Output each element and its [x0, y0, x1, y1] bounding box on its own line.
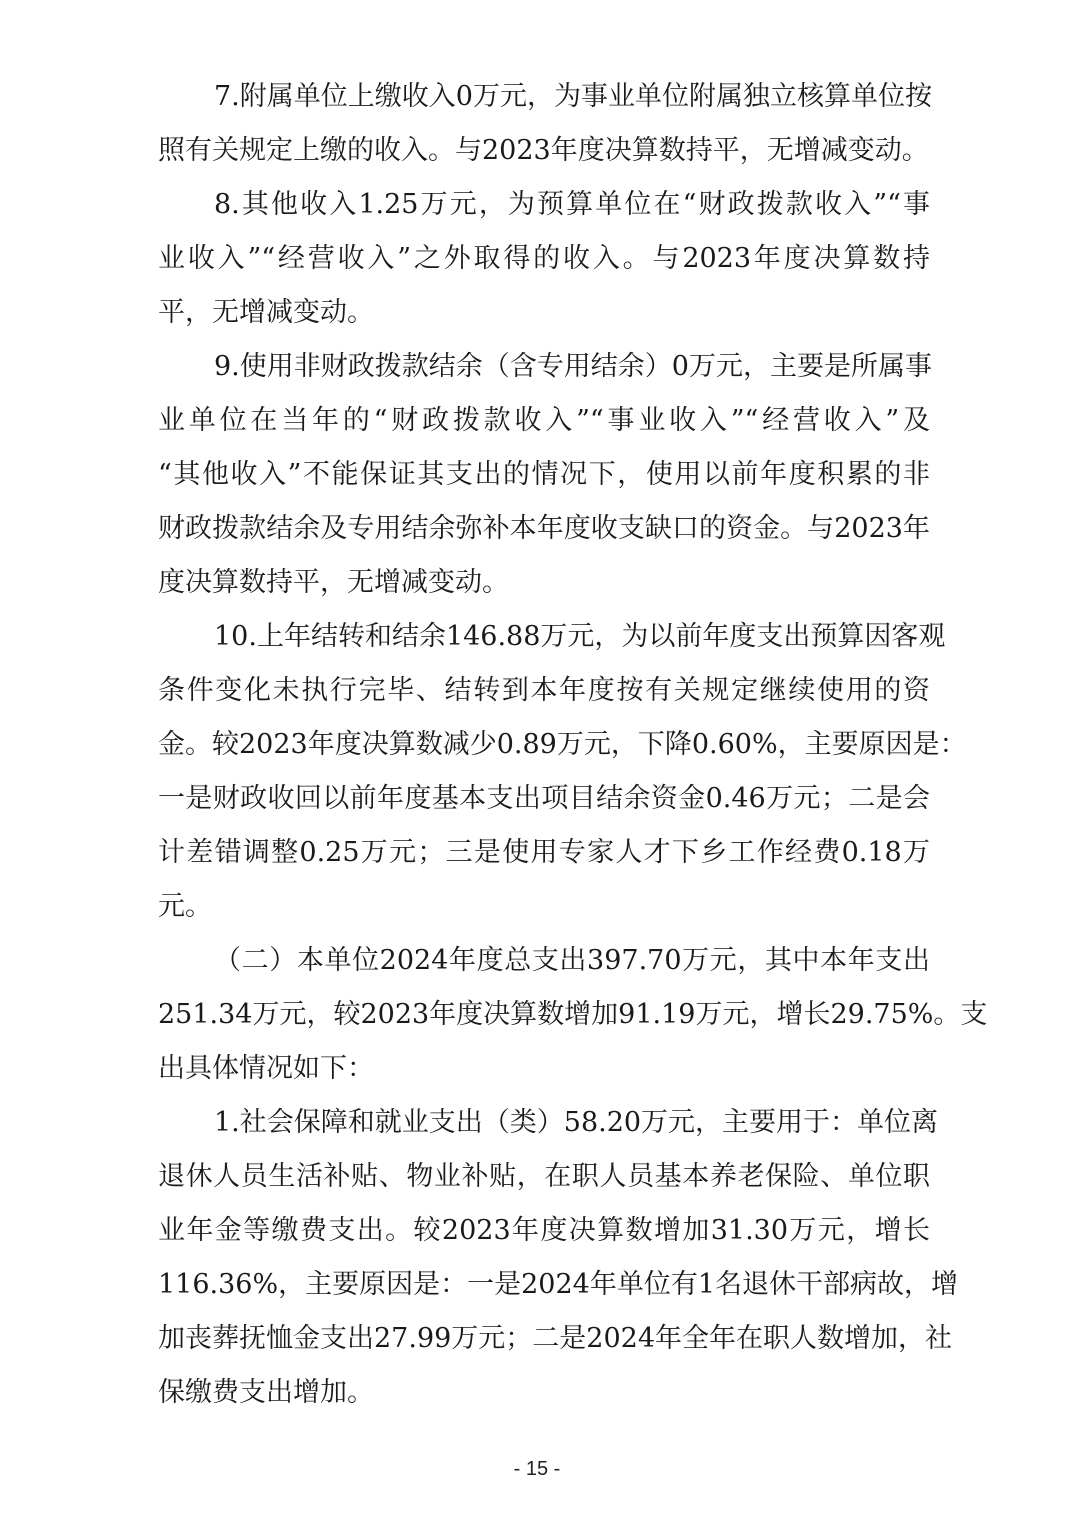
- paragraph-line: 1.社会保障和就业支出（类）58.20万元，主要用于：单位离: [214, 1107, 939, 1138]
- paragraph-line: 加丧葬抚恤金支出27.99万元；二是2024年全年在职人数增加，社: [158, 1323, 953, 1354]
- paragraph-line: 照有关规定上缴的收入。与2023年度决算数持平，无增减变动。: [158, 135, 929, 166]
- paragraph-line: “其他收入”不能保证其支出的情况下，使用以前年度积累的非: [158, 459, 930, 490]
- paragraph-line: 条件变化未执行完毕、结转到本年度按有关规定继续使用的资: [158, 675, 930, 706]
- paragraph-line: 251.34万元，较2023年度决算数增加91.19万元，增长29.75%。支: [158, 999, 988, 1030]
- paragraph-line: 9.使用非财政拨款结余（含专用结余）0万元，主要是所属事: [214, 351, 932, 382]
- page-number: - 15 -: [513, 1458, 561, 1480]
- paragraph-line: 一是财政收回以前年度基本支出项目结余资金0.46万元；二是会: [158, 783, 930, 814]
- paragraph-line: 出具体情况如下：: [158, 1053, 374, 1084]
- paragraph-line: 平，无增减变动。: [158, 297, 374, 328]
- paragraph-line: （二）本单位2024年度总支出397.70万元，其中本年支出: [214, 945, 930, 976]
- paragraph-line: 业年金等缴费支出。较2023年度决算数增加31.30万元，增长: [158, 1215, 930, 1246]
- paragraph-line: 度决算数持平，无增减变动。: [158, 567, 509, 598]
- document-body: [158, 70, 988, 1420]
- paragraph-line: 保缴费支出增加。: [158, 1377, 374, 1408]
- paragraph-line: 退休人员生活补贴、物业补贴，在职人员基本养老保险、单位职: [158, 1161, 930, 1192]
- paragraph-line: 计差错调整0.25万元；三是使用专家人才下乡工作经费0.18万: [158, 837, 930, 868]
- paragraph-line: 业单位在当年的“财政拨款收入”“事业收入”“经营收入”及: [158, 405, 930, 436]
- paragraph-line: 业收入”“经营收入”之外取得的收入。与2023年度决算数持: [158, 243, 930, 274]
- paragraph-line: 元。: [158, 891, 212, 922]
- paragraph-line: 金。较2023年度决算数减少0.89万元，下降0.60%，主要原因是：: [158, 729, 967, 760]
- paragraph-line: 116.36%，主要原因是：一是2024年单位有1名退休干部病故，增: [158, 1269, 959, 1300]
- paragraph-line: 10.上年结转和结余146.88万元，为以前年度支出预算因客观: [214, 621, 946, 652]
- paragraph-line: 8.其他收入1.25万元，为预算单位在“财政拨款收入”“事: [214, 189, 930, 220]
- paragraph-line: 财政拨款结余及专用结余弥补本年度收支缺口的资金。与2023年: [158, 513, 930, 544]
- paragraph-line: 7.附属单位上缴收入0万元，为事业单位附属独立核算单位按: [214, 81, 932, 112]
